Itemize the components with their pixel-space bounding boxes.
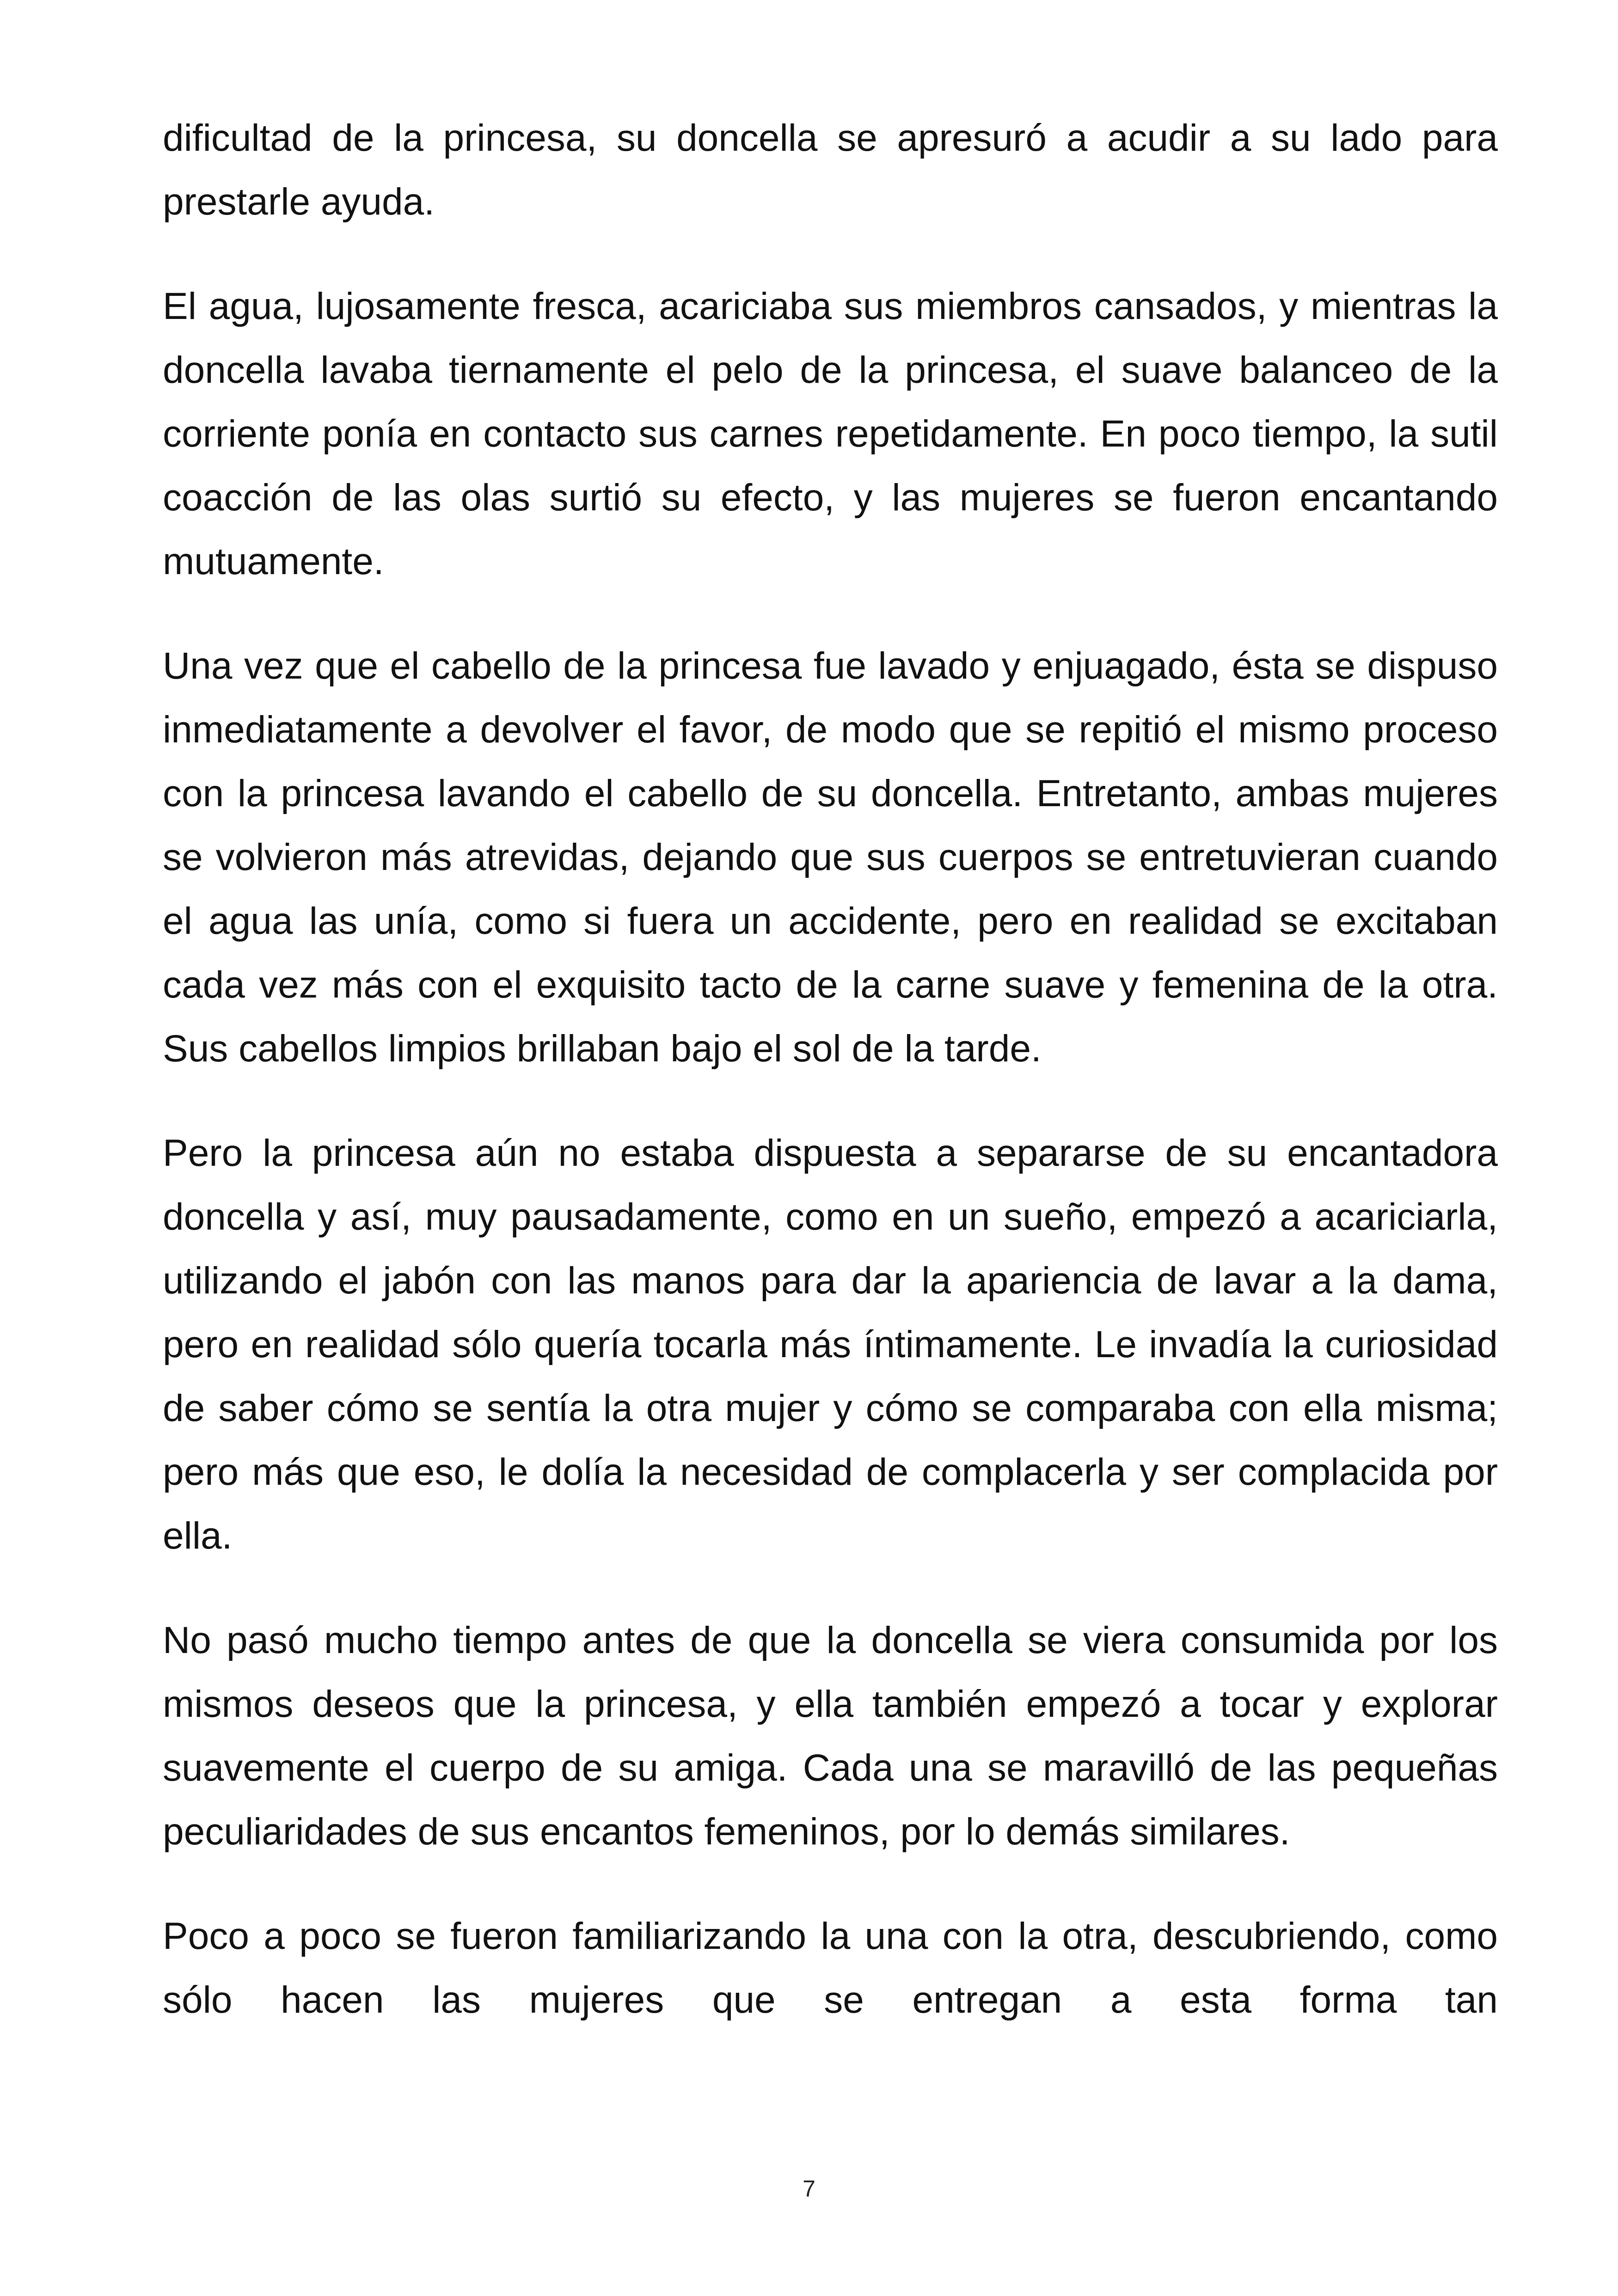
paragraph-1: dificultad de la princesa, su doncella se apresuró a acudir a su lado para prestarle ayuda. bbox=[163, 117, 1498, 223]
page-number: 7 bbox=[803, 2176, 815, 2202]
paragraph-5: No pasó mucho tiempo antes de que la doncella se viera consumida por los mismos deseos que la princesa, y ella también empezó a tocar y explorar suavemente el cuerpo de su amiga. Cada una se maravilló de las pequeñas peculiaridades de sus encantos femeninos, por lo demás similares. bbox=[163, 1619, 1498, 1853]
paragraph-6: Poco a poco se fueron familiarizando la una con la otra, descubriendo, como sólo hacen las mujeres que se entregan a esta forma tan bbox=[163, 1915, 1498, 2021]
paragraph-2: El agua, lujosamente fresca, acariciaba sus miembros cansados, y mientras la doncella lavaba tiernamente el pelo de la princesa, el suave balanceo de la corriente ponía en contacto sus carnes repetidamente. En poco tiempo, la sutil coacción de las olas surtió su efecto, y las mujeres se fueron encantando mutuamente. bbox=[163, 285, 1498, 582]
body-text bbox=[163, 106, 1498, 2032]
paragraph-3: Una vez que el cabello de la princesa fue lavado y enjuagado, ésta se dispuso inmediatamente a devolver el favor, de modo que se repitió el mismo proceso con la princesa lavando el cabello de su doncella. Entretanto, ambas mujeres se volvieron más atrevidas, dejando que sus cuerpos se entretuvieran cuando el agua las unía, como si fuera un accidente, pero en realidad se excitaban cada vez más con el exquisito tacto de la carne suave y femenina de la otra. Sus cabellos limpios brillaban bajo el sol de la tarde. bbox=[163, 645, 1498, 1070]
paragraph-4: Pero la princesa aún no estaba dispuesta a separarse de su encantadora doncella y así, muy pausadamente, como en un sueño, empezó a acariciarla, utilizando el jabón con las manos para dar la apariencia de lavar a la dama, pero en realidad sólo quería tocarla más íntimamente. Le invadía la curiosidad de saber cómo se sentía la otra mujer y cómo se comparaba con ella misma; pero más que eso, le dolía la necesidad de complacerla y ser complacida por ella. bbox=[163, 1132, 1498, 1557]
